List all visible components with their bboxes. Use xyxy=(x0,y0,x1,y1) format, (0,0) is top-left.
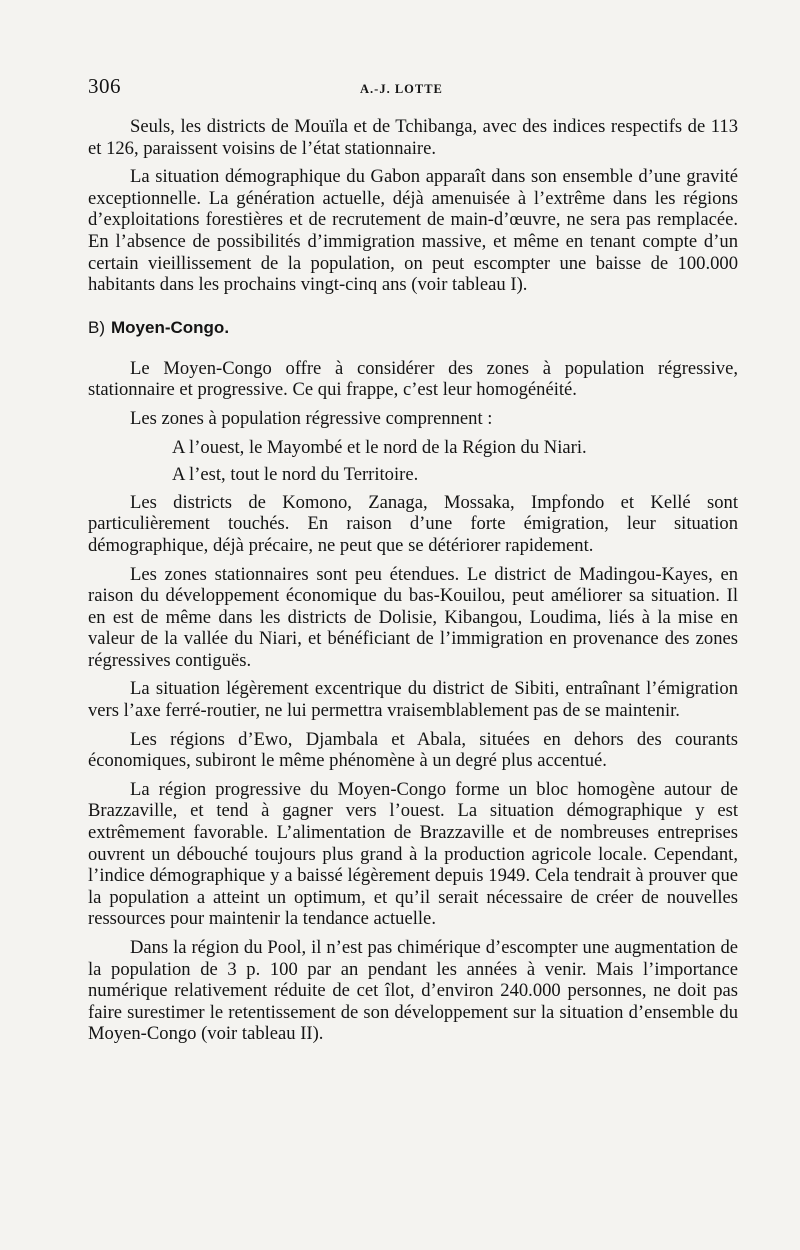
paragraph-7: La situation légèrement excentrique du district de Sibiti, entraînant l’émigration vers l’axe ferré-routier, ne lui permettra vraisemblablement pas de se maintenir. xyxy=(88,678,738,722)
paragraph-10: Dans la région du Pool, il n’est pas chimérique d’escompter une augmentation de la population de 3 p. 100 par an pendant les années à venir. Mais l’importance numérique relativement réduite de cet îlot, d’environ 240.000 personnes, ne doit pas faire surestimer le retentissement de son développement sur la situation d’ensemble du Moyen-Congo (voir tableau II). xyxy=(88,937,738,1045)
sub-line-east: A l’est, tout le nord du Territoire. xyxy=(172,464,419,486)
page-number: 306 xyxy=(88,74,121,98)
body-text xyxy=(88,116,738,1052)
page-header xyxy=(88,74,738,100)
paragraph-5: Les districts de Komono, Zanaga, Mossaka, Impfondo et Kellé sont particulièrement touchés. En raison d’une forte émigration, leur situation démographique, déjà précaire, ne peut que se détériorer rapidement. xyxy=(88,491,738,556)
paragraph-8: Les régions d’Ewo, Djambala et Abala, situées en dehors des courants économiques, subiront le même phénomène à un degré plus accentué. xyxy=(88,728,738,772)
running-head: A.-J. LOTTE xyxy=(360,82,443,96)
sub-line-west: A l’ouest, le Mayombé et le nord de la Région du Niari. xyxy=(172,436,587,458)
section-heading xyxy=(88,318,738,338)
paragraph-9: La région progressive du Moyen-Congo forme un bloc homogène autour de Brazzaville, et tend à gagner vers l’ouest. La situation démographique y est extrêmement favorable. L’alimentation de Brazzaville et de nombreuses entreprises ouvrent un débouché toujours plus grand à la production agricole locale. Cependant, l’indice démographique y a baissé légèrement depuis 1949. Cela tendrait à prouver que la population a atteint un optimum, et qu’il serait nécessaire de créer de nouvelles ressources pour maintenir la tendance actuelle. xyxy=(88,778,738,930)
paragraph-1: Seuls, les districts de Mouïla et de Tchibanga, avec des indices respectifs de 113 et 126, paraissent voisins de l’état stationnaire. xyxy=(88,116,738,159)
section-title: Moyen-Congo. xyxy=(111,317,230,337)
paragraph-3: Le Moyen-Congo offre à considérer des zones à population régressive, stationnaire et progressive. Ce qui frappe, c’est leur homogénéité. xyxy=(88,357,738,401)
paragraph-6: Les zones stationnaires sont peu étendues. Le district de Madingou-Kayes, en raison du développement économique du bas-Kouilou, peut améliorer sa situation. Il en est de même dans les districts de Dolisie, Kibangou, Loudima, liés à la mise en valeur de la vallée du Niari, et bénéficiant de l’immigration en provenance des zones régressives contiguës. xyxy=(88,563,738,671)
paragraph-4: Les zones à population régressive comprennent : xyxy=(130,407,493,429)
paragraph-2: La situation démographique du Gabon apparaît dans son ensemble d’une gravité exceptionnelle. La génération actuelle, déjà amenuisée à l’extrême dans les régions d’exploitations forestières et de recrutement de main-d’œuvre, ne sera pas remplacée. En l’absence de possibilités d’immigration massive, et même en tenant compte d’un certain vieillissement de la population, on peut escompter une baisse de 100.000 habitants dans les prochains vingt-cinq ans (voir tableau I). xyxy=(88,166,738,296)
section-label: B) xyxy=(88,317,105,337)
